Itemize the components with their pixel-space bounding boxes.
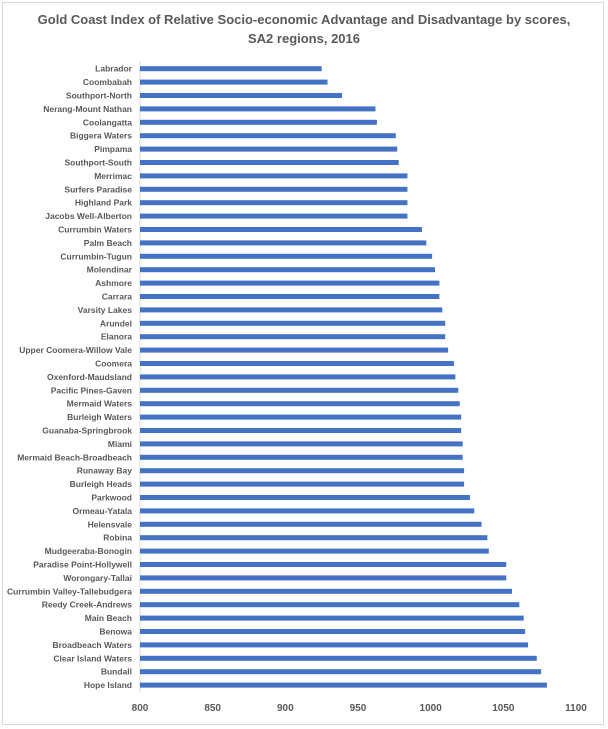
category-label: Currumbin Waters: [58, 224, 132, 235]
category-label: Paradise Point-Hollywell: [33, 559, 132, 570]
category-label: Robina: [103, 532, 132, 543]
category-label: Coomera: [95, 358, 132, 369]
bar: [140, 160, 399, 165]
category-label: Mudgeeraba-Bonogin: [44, 546, 132, 557]
bar: [140, 428, 461, 433]
bar: [140, 388, 458, 393]
x-tick-label: 950: [349, 703, 367, 714]
category-label: Parkwood: [91, 492, 132, 503]
bar: [140, 254, 432, 259]
category-label: Coombabah: [82, 77, 132, 88]
category-label: Nerang-Mount Nathan: [43, 103, 132, 114]
bar: [140, 281, 439, 286]
x-tick-label: 1050: [492, 703, 515, 714]
category-label: Biggera Waters: [69, 130, 132, 141]
bar: [140, 683, 547, 688]
bar: [140, 562, 506, 567]
category-label: Benowa: [99, 626, 132, 637]
category-label: Palm Beach: [83, 237, 132, 248]
bar: [140, 602, 519, 607]
bar: [140, 656, 537, 661]
x-tick-label: 1100: [565, 703, 587, 714]
x-tick-label: 900: [276, 703, 294, 714]
category-label: Oxenford-Maudsland: [46, 371, 132, 382]
category-label: Coolangatta: [82, 117, 132, 128]
category-label: Southport-North: [65, 90, 132, 101]
bar: [140, 321, 445, 326]
bar: [140, 575, 506, 580]
bar: [140, 334, 445, 339]
bar: [140, 642, 528, 647]
category-label: Burleigh Heads: [69, 479, 132, 490]
category-label: Helensvale: [87, 519, 132, 530]
bar: [140, 468, 464, 473]
category-label: Worongary-Tallai: [63, 572, 132, 583]
bar: [140, 535, 487, 540]
category-label: Jacobs Well-Alberton: [45, 211, 132, 222]
x-tick-label: 1000: [419, 703, 442, 714]
bar: [140, 120, 377, 125]
bar: [140, 147, 397, 152]
bar: [140, 240, 426, 245]
category-label: Runaway Bay: [76, 465, 132, 476]
category-label: Burleigh Waters: [67, 412, 132, 423]
bar: [140, 80, 327, 85]
bar: [140, 522, 482, 527]
category-label: Guanaba-Springbrook: [42, 425, 132, 436]
bar: [140, 616, 524, 621]
bar: [140, 200, 407, 205]
category-label: Pacific Pines-Gaven: [50, 385, 132, 396]
chart-title-line-1: Gold Coast Index of Relative Socio-economic Advantage and Disadvantage by scores,: [37, 12, 571, 27]
bar: [140, 173, 407, 178]
bar: [140, 307, 442, 312]
category-label: Merrimac: [94, 170, 132, 181]
bar: [140, 589, 512, 594]
bar: [140, 348, 448, 353]
bar: [140, 415, 461, 420]
category-label: Elanora: [100, 331, 132, 342]
bar: [140, 508, 474, 513]
bar: [140, 374, 455, 379]
bar: [140, 267, 435, 272]
category-label: Main Beach: [84, 613, 132, 624]
category-label: Mermaid Beach-Broadbeach: [17, 452, 132, 463]
bar: [140, 401, 460, 406]
category-label: Labrador: [95, 63, 132, 74]
category-label: Southport-South: [64, 157, 132, 168]
bar: [140, 214, 407, 219]
category-label: Surfers Paradise: [64, 184, 132, 195]
bar: [140, 549, 489, 554]
category-label: Molendinar: [86, 264, 132, 275]
category-label: Broadbeach Waters: [52, 639, 132, 650]
category-label: Bundall: [100, 666, 132, 677]
bar: [140, 482, 464, 487]
category-label: Clear Island Waters: [53, 653, 132, 664]
category-label: Reedy Creek-Andrews: [41, 599, 132, 610]
bar: [140, 629, 525, 634]
category-label: Currumbin Valley-Tallebudgera: [6, 586, 132, 597]
category-label: Highland Park: [74, 197, 132, 208]
bar: [140, 93, 342, 98]
bar: [140, 106, 375, 111]
bar: [140, 66, 322, 71]
bar: [140, 187, 407, 192]
bar: [140, 361, 454, 366]
x-tick-label: 850: [204, 703, 222, 714]
category-label: Carrara: [101, 291, 132, 302]
bar: [140, 294, 439, 299]
category-label: Mermaid Waters: [66, 398, 132, 409]
x-tick-label: 800: [131, 703, 149, 714]
bar: [140, 441, 463, 446]
bar: [140, 133, 396, 138]
category-label: Ashmore: [95, 278, 132, 289]
category-label: Upper Coomera-Willow Vale: [19, 345, 132, 356]
bar: [140, 669, 541, 674]
category-label: Ormeau-Yatala: [72, 505, 132, 516]
category-label: Pimpama: [94, 144, 132, 155]
category-label: Varsity Lakes: [77, 304, 132, 315]
chart-title-line-2: SA2 regions, 2016: [248, 31, 360, 46]
category-label: Arundel: [99, 318, 132, 329]
category-label: Miami: [107, 438, 132, 449]
bar: [140, 455, 463, 460]
bar: [140, 495, 470, 500]
bar: [140, 227, 422, 232]
category-label: Hope Island: [83, 680, 132, 691]
category-label: Currumbin-Tugun: [60, 251, 132, 262]
